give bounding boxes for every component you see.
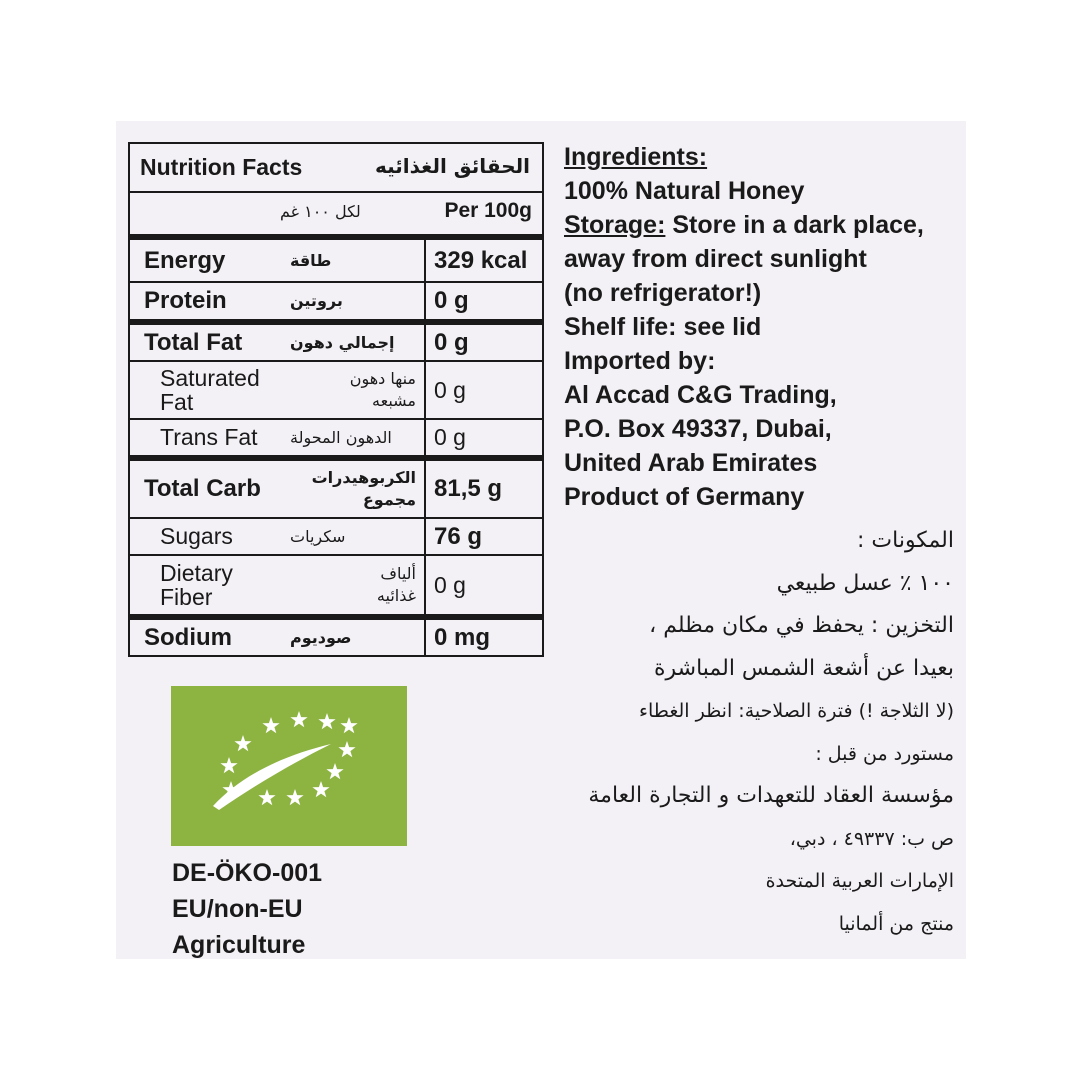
ingredients-heading: Ingredients: bbox=[564, 143, 708, 171]
importer-company: Al Accad C&G Trading, bbox=[564, 381, 837, 409]
storage-text-3: (no refrigerator!) bbox=[564, 279, 762, 307]
nutrient-label-ar-line1: الكربوهيدرات bbox=[311, 468, 416, 487]
nutrient-label-ar bbox=[290, 362, 424, 418]
nutrient-label: Total Fat bbox=[144, 328, 243, 356]
per-100g-ar: لكل ١٠٠ غم bbox=[280, 202, 361, 221]
per-100g-en: Per 100g bbox=[444, 199, 532, 222]
organic-certification bbox=[172, 855, 322, 963]
nutrition-row-total-fat bbox=[130, 319, 542, 360]
nutrient-value: 81,5 g bbox=[424, 461, 542, 517]
nutrient-label bbox=[130, 362, 290, 418]
nutrient-label-ar: بروتين bbox=[290, 291, 343, 310]
importer-country-ar: الإمارات العربية المتحدة bbox=[765, 870, 954, 892]
nutrient-label-ar-line1: منها دهون bbox=[349, 369, 416, 388]
ingredients-text: 100% Natural Honey bbox=[564, 177, 805, 205]
product-origin-ar: منتج من ألمانيا bbox=[838, 912, 954, 935]
storage-line bbox=[564, 208, 924, 242]
eu-organic-logo bbox=[171, 686, 407, 846]
nutrition-row-energy bbox=[130, 234, 542, 281]
nutrient-label-ar: إجمالي دهون bbox=[290, 332, 395, 352]
nutrient-label-ar: صوديوم bbox=[290, 627, 352, 647]
product-info-ar bbox=[414, 520, 954, 945]
shelf-life: Shelf life: see lid bbox=[564, 313, 762, 341]
nutrient-label-ar bbox=[290, 461, 424, 517]
nutrient-label-ar-line2: مشبعه bbox=[372, 391, 416, 410]
nutrition-header-row bbox=[130, 144, 542, 191]
nutrient-label: Sugars bbox=[160, 523, 233, 549]
nutrition-title-ar: الحقائق الغذائيه bbox=[374, 154, 530, 178]
nutrient-value: 329 kcal bbox=[424, 240, 542, 281]
nutrition-per-row bbox=[130, 191, 542, 234]
nutrient-label: Protein bbox=[144, 287, 227, 314]
nutrient-label: Trans Fat bbox=[160, 424, 258, 450]
nutrient-label-line1: Dietary bbox=[160, 560, 233, 586]
ingredients-heading-ar: المكونات : bbox=[857, 528, 954, 553]
nutrient-label-ar-line2: غذائيه bbox=[376, 586, 416, 605]
storage-text-ar-2: بعيدا عن أشعة الشمس المباشرة bbox=[653, 655, 954, 681]
nutrient-label-ar: طاقة bbox=[290, 250, 332, 270]
nutrient-label-ar bbox=[290, 556, 424, 614]
ingredients-text-ar: ١٠٠ ٪ عسل طبيعي bbox=[776, 570, 954, 596]
nutrient-label-line1: Saturated bbox=[160, 365, 260, 391]
nutrient-value: 0 mg bbox=[424, 620, 542, 655]
nutrition-row-total-carb bbox=[130, 455, 542, 517]
certification-code: DE-ÖKO-001 bbox=[172, 859, 323, 887]
nutrient-label: Sodium bbox=[144, 623, 232, 651]
storage-text-ar-1: التخزين : يحفظ في مكان مظلم ، bbox=[649, 613, 954, 638]
storage-text-ar-3: (لا الثلاجة !) فترة الصلاحية: انظر الغطاء bbox=[639, 700, 954, 722]
importer-country: United Arab Emirates bbox=[564, 449, 818, 477]
importer-address-ar: ص ب: ٤٩٣٣٧ ، دبي، bbox=[789, 827, 954, 850]
imported-by-heading-ar: مستورد من قبل : bbox=[815, 742, 954, 765]
nutrient-label bbox=[130, 556, 290, 614]
nutrient-label-line2: Fiber bbox=[160, 584, 213, 610]
nutrition-row-protein bbox=[130, 281, 542, 319]
eu-organic-leaf-icon bbox=[171, 686, 407, 846]
importer-address: P.O. Box 49337, Dubai, bbox=[564, 415, 832, 443]
storage-text-2: away from direct sunlight bbox=[564, 245, 867, 273]
certification-origin: EU/non-EU bbox=[172, 895, 303, 923]
nutrient-value: 76 g bbox=[424, 519, 542, 554]
nutrient-label-line2: Fat bbox=[160, 389, 194, 415]
importer-company-ar: مؤسسة العقاد للتعهدات و التجارة العامة bbox=[588, 783, 954, 808]
nutrient-value: 0 g bbox=[424, 420, 542, 455]
nutrient-label: Energy bbox=[144, 246, 226, 274]
storage-heading: Storage: bbox=[564, 211, 666, 239]
nutrition-row-trans-fat bbox=[130, 418, 542, 455]
certification-agriculture: Agriculture bbox=[172, 931, 306, 959]
product-info-en bbox=[564, 140, 924, 514]
nutrient-label-ar: الدهون المحولة bbox=[290, 427, 392, 447]
nutrient-value: 0 g bbox=[424, 325, 542, 360]
nutrient-value: 0 g bbox=[424, 362, 542, 418]
imported-by-heading: Imported by: bbox=[564, 347, 716, 375]
nutrient-label: Total Carb bbox=[144, 475, 261, 502]
nutrient-label-ar-line2: مجموع bbox=[362, 490, 416, 509]
nutrition-title-en: Nutrition Facts bbox=[140, 154, 303, 180]
nutrition-row-saturated-fat bbox=[130, 360, 542, 418]
storage-text-1: Store in a dark place, bbox=[672, 211, 924, 239]
product-origin: Product of Germany bbox=[564, 483, 805, 511]
nutrient-label-ar-line1: ألياف bbox=[380, 564, 416, 583]
nutrient-label-ar: سكريات bbox=[290, 526, 346, 546]
nutrient-value: 0 g bbox=[424, 556, 542, 614]
nutrient-value: 0 g bbox=[424, 283, 542, 319]
